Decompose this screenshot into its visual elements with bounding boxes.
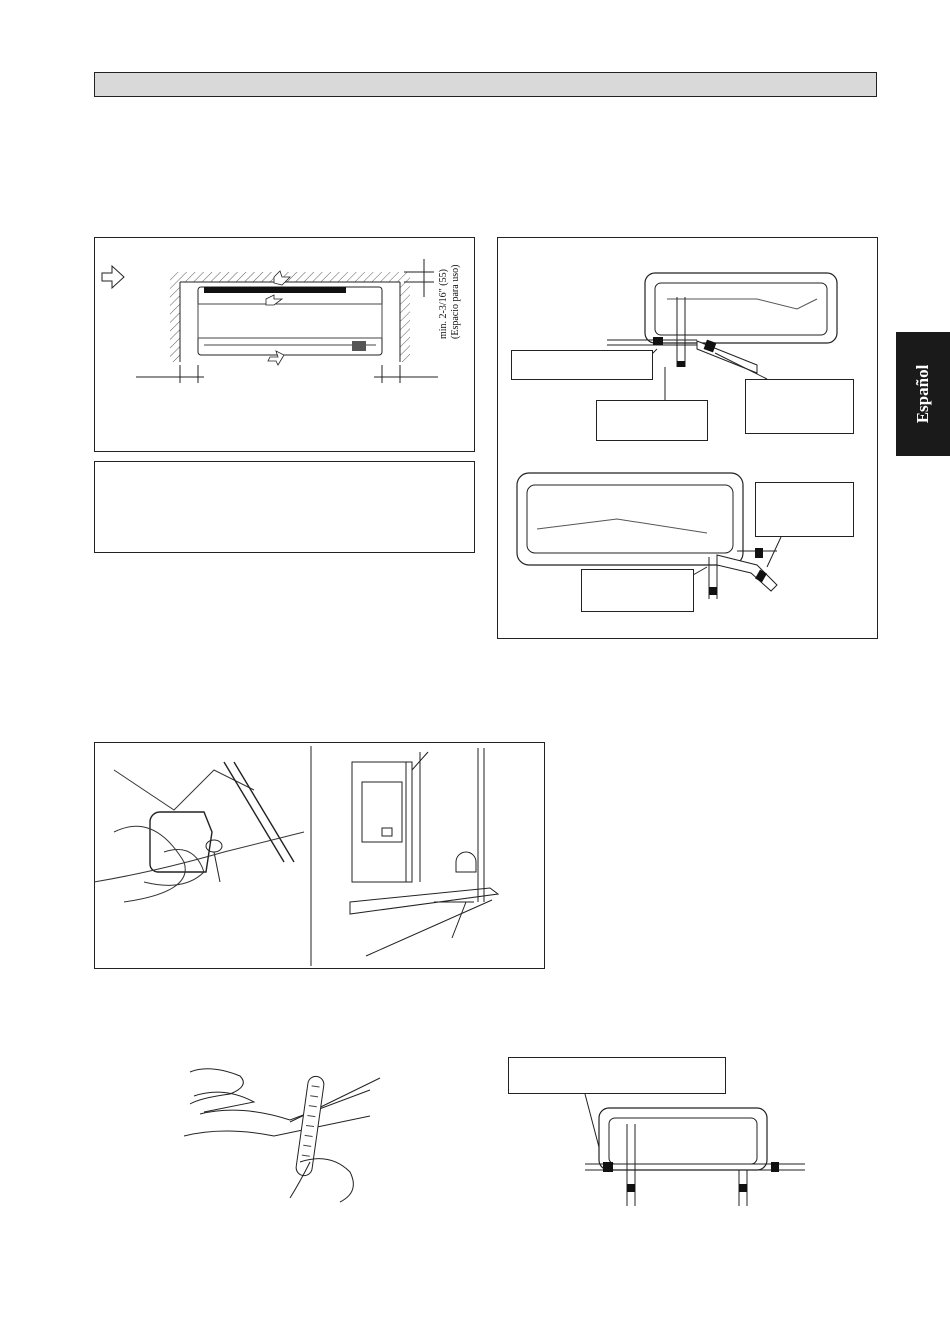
clearance-diagram xyxy=(94,237,475,452)
left-wall-hatch xyxy=(170,282,180,362)
tape-wrap-icon xyxy=(653,337,663,345)
note-box xyxy=(94,461,475,553)
callout-box-2 xyxy=(596,400,708,441)
right-wall-hatch xyxy=(400,282,410,362)
callout-box-5 xyxy=(581,569,694,612)
section-header-bar xyxy=(94,72,877,97)
unit-tape-illustration xyxy=(575,1094,815,1214)
callout-box-6 xyxy=(508,1057,726,1094)
outline-arrow-icon xyxy=(102,266,124,288)
callout-box-4 xyxy=(755,482,854,537)
file-illustration xyxy=(180,1062,390,1202)
cutting-illustration xyxy=(94,742,545,969)
language-tab xyxy=(896,332,950,456)
clearance-note: (Espacio para uso) xyxy=(450,264,461,339)
callout-box-1 xyxy=(511,350,653,380)
language-tab-label: Español xyxy=(913,364,932,424)
clearance-label: min. 2-3/16" (55) xyxy=(438,269,449,339)
callout-box-3 xyxy=(745,379,854,434)
